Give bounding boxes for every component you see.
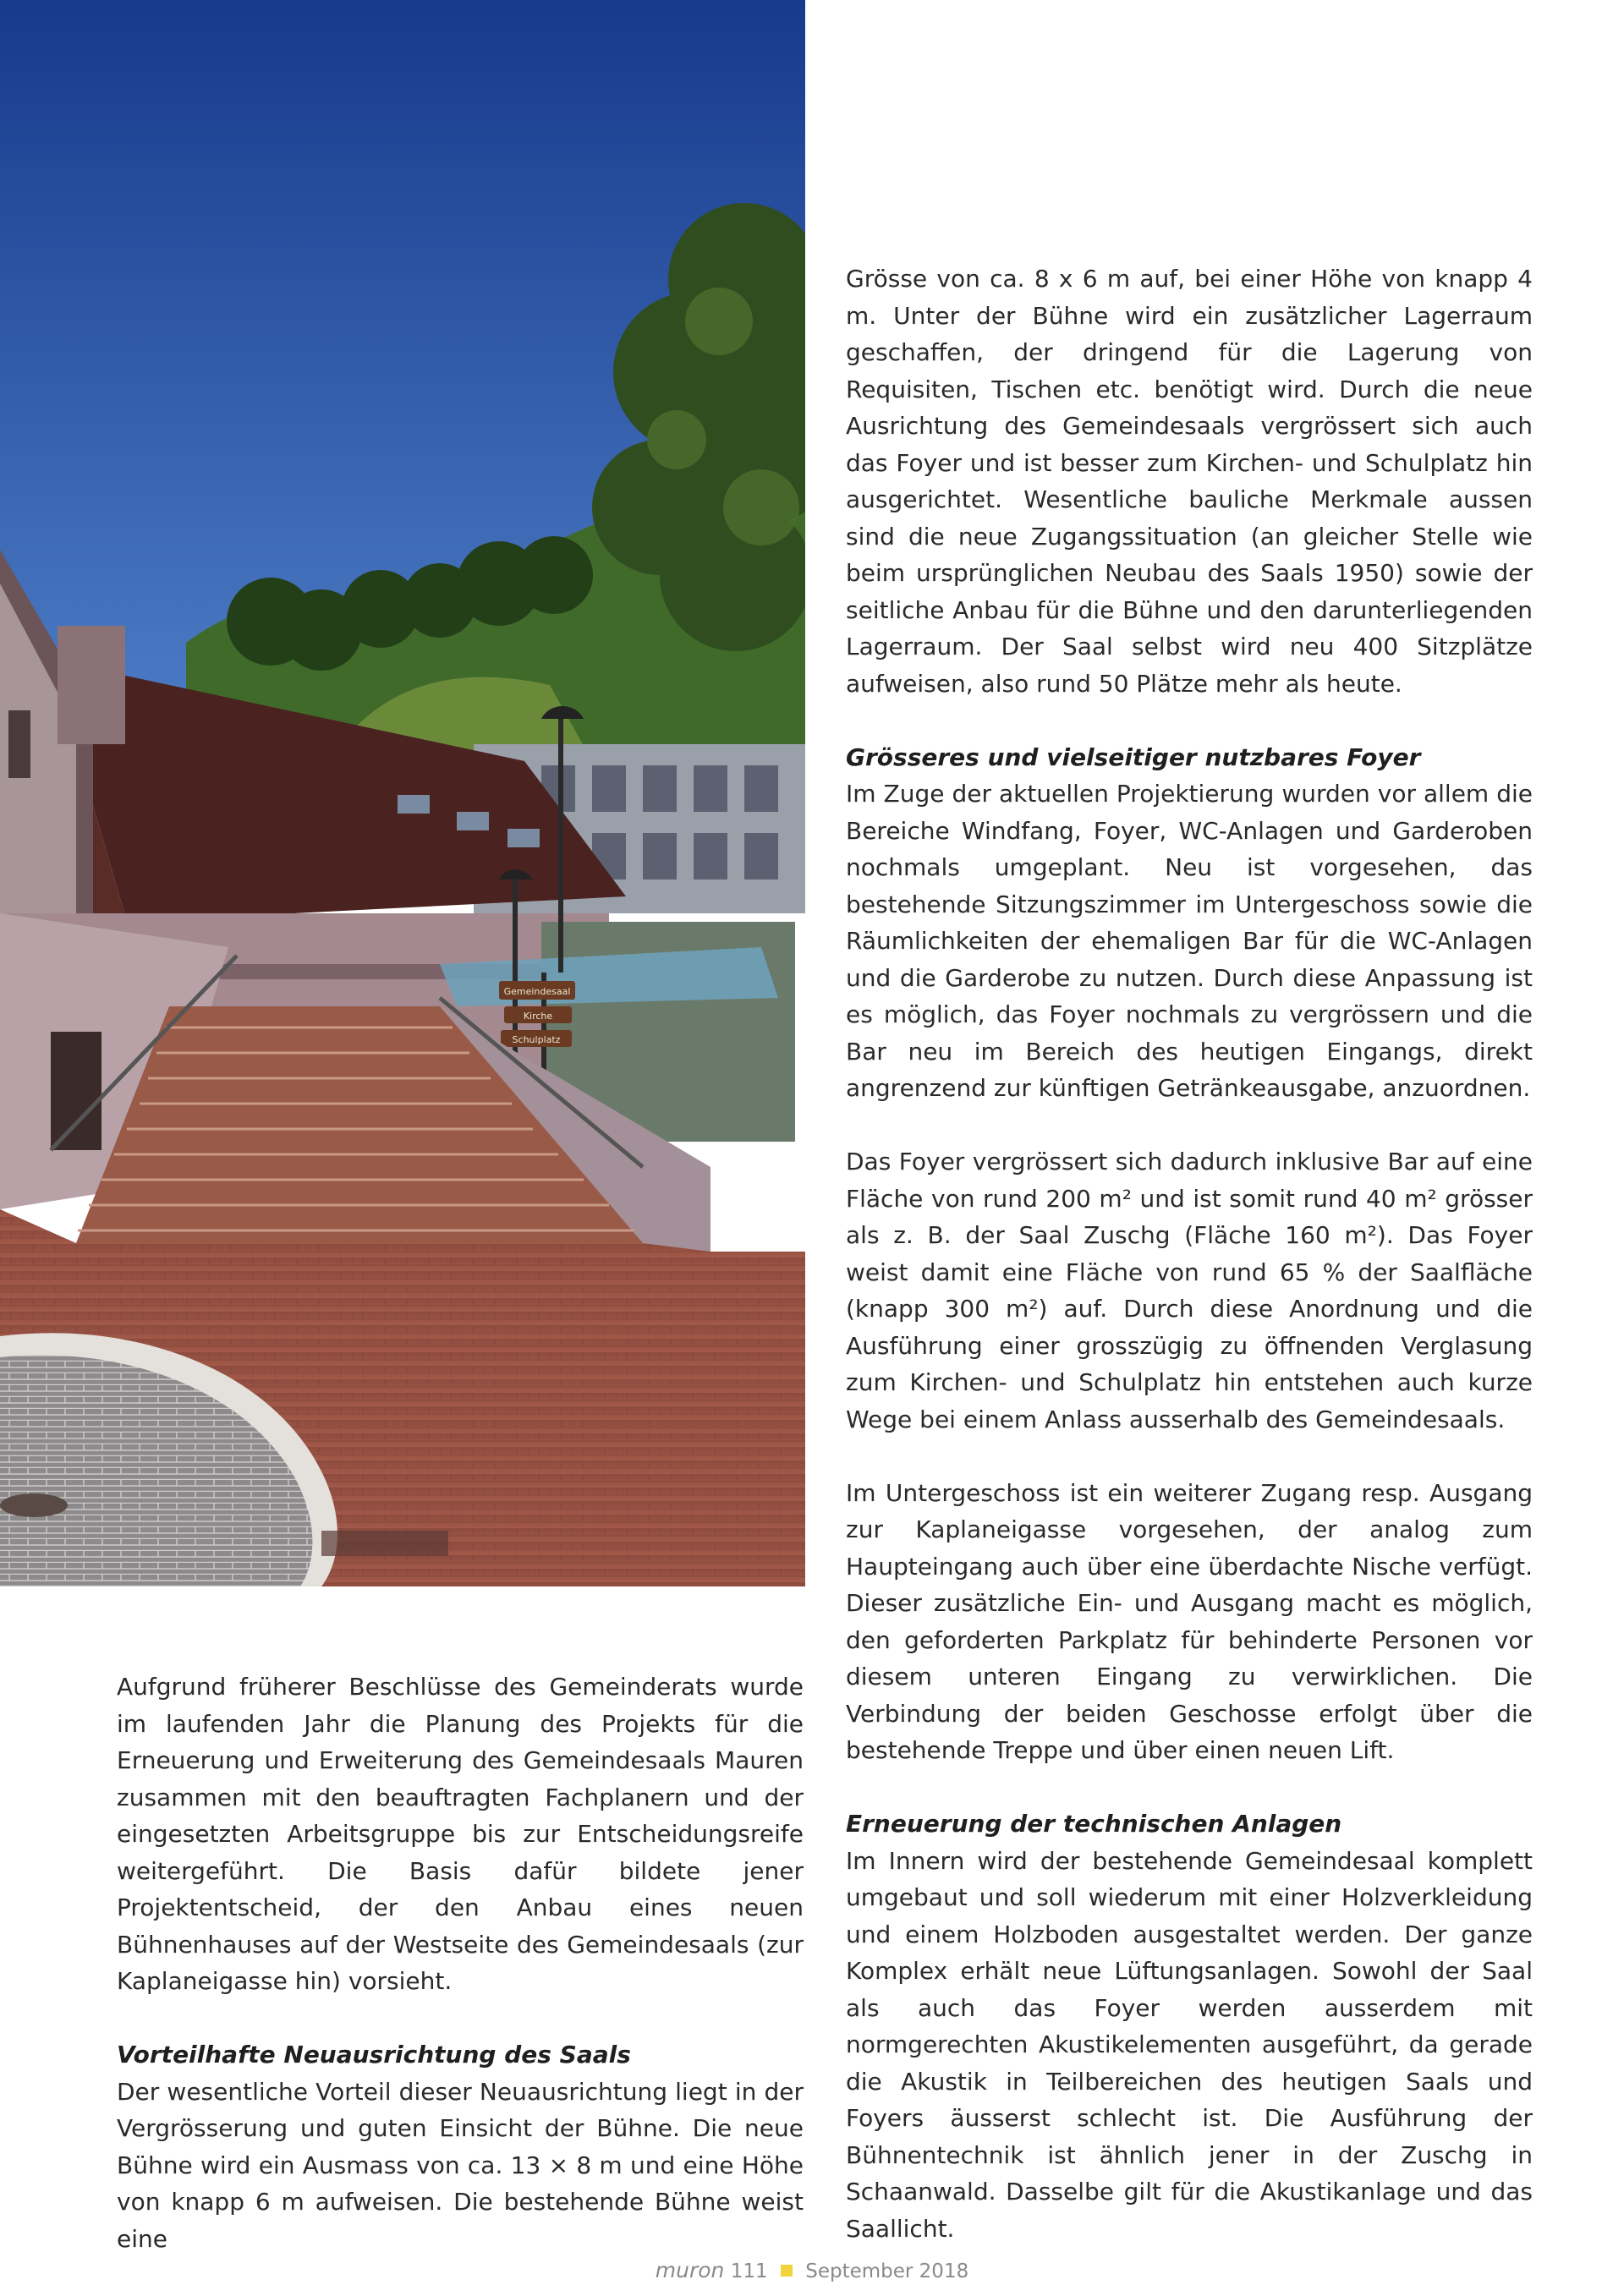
footer-issue: 111 bbox=[730, 2260, 768, 2282]
photo-illustration bbox=[0, 0, 805, 1586]
saal-heading: Vorteilhafte Neuausrichtung des Saals bbox=[117, 2041, 631, 2069]
right-column bbox=[846, 260, 1533, 2247]
footer-marker-icon bbox=[781, 2265, 793, 2277]
sign-line-3: Schulplatz bbox=[512, 1034, 561, 1045]
sign-line-1: Gemeindesaal bbox=[503, 986, 571, 997]
saal-paragraph: Der wesentliche Vorteil dieser Neuausrichtung liegt in der Vergrösserung und guten Einsicht der Bühne. Die neue Bühne wird ein Ausmass von ca. 13 × 8 m und eine Höhe von knapp 6 m aufweisen. Die bestehende Bühne weist eine bbox=[117, 2077, 804, 2253]
left-intro-paragraph: Aufgrund früherer Beschlüsse des Gemeinderats wurde im laufenden Jahr die Planung des Projekts für die Erneuerung und Erweiterung des Gemeindesaals Mauren zusammen mit den beauftragten Fachplanern und der eingesetzten Arbeitsgruppe bis zur Entscheidungsreife weitergeführt. Die Basis dafür bildete jener Projektentscheid, der den Anbau eines neuen Bühnenhauses auf der Westseite des Gemeindesaals (zur Kaplaneigasse hin) vorsieht. bbox=[117, 1673, 804, 1995]
building-photo bbox=[0, 0, 805, 1586]
sign-line-2: Kirche bbox=[523, 1011, 553, 1022]
signpost bbox=[499, 981, 575, 1047]
tech-paragraph: Im Innern wird der bestehende Gemeindesaal komplett umgebaut und soll wiederum mit einer Holzverkleidung und einem Holzboden ausgestaltet werden. Der ganze Komplex erhält neue Lüftungsanlagen. Sowohl der Saal als auch das Foyer werden ausserdem mit normgerechten Akustikelementen ausgeführt, da gerade die Akustik in Teilbereichen des heutigen Saals und Foyers äusserst schlecht ist. Die Ausführung der Bühnentechnik ist ähnlich jener in der Zuschg in Schaanwald. Dasselbe gilt für die Akustikanlage und das Saallicht. bbox=[846, 1846, 1533, 2243]
footer-brand: muron bbox=[655, 2258, 725, 2282]
foyer-heading: Grösseres und vielseitiger nutzbares Foyer bbox=[846, 743, 1421, 771]
left-column bbox=[117, 1669, 804, 2257]
foyer-paragraph-1: Im Zuge der aktuellen Projektierung wurden vor allem die Bereiche Windfang, Foyer, WC-Anlagen und Garderoben nochmals umgeplant. Neu ist vorgesehen, das bestehende Sitzungszimmer im Untergeschoss sowie die Räumlichkeiten der ehemaligen Bar für die WC-Anlagen und die Garderobe zu nutzen. Durch diese Anpassung ist es möglich, das Foyer nochmals zu vergrössern und die Bar neu im Bereich des heutigen Eingangs, direkt angrenzend zur künftigen Getränkeausgabe, anzuordnen. bbox=[846, 780, 1533, 1102]
foyer-paragraph-3: Im Untergeschoss ist ein weiterer Zugang resp. Ausgang zur Kaplaneigasse vorgesehen, der analog zum Haupteingang auch über eine überdachte Nische verfügt. Dieser zusätzliche Ein- und Ausgang macht es möglich, den geforderten Parkplatz für behinderte Personen vor diesem unteren Eingang zu verwirklichen. Die Verbindung der beiden Geschosse erfolgt über die bestehende Treppe und über einen neuen Lift. bbox=[846, 1478, 1533, 1764]
foyer-paragraph-2: Das Foyer vergrössert sich dadurch inklusive Bar auf eine Fläche von rund 200 m² und ist somit rund 40 m² grösser als z. B. der Saal Zuschg (Fläche 160 m²). Das Foyer weist damit eine Fläche von rund 65 % der Saalfläche (knapp 300 m²) auf. Durch diese Anordnung und die Ausführung einer grosszügig zu öffnenden Verglasung zum Kirchen- und Schulplatz hin entstehen auch kurze Wege bei einem Anlass ausserhalb des Gemeindesaals. bbox=[846, 1148, 1533, 1433]
page-footer bbox=[0, 2258, 1624, 2282]
right-intro-paragraph: Grösse von ca. 8 x 6 m auf, bei einer Höhe von knapp 4 m. Unter der Bühne wird ein zusätzlicher Lagerraum geschaffen, der dringend für die Lagerung von Requisiten, Tischen etc. benötigt wird. Durch die neue Ausrichtung des Gemeindesaals vergrössert sich auch das Foyer und ist besser zum Kirchen- und Schulplatz hin ausgerichtet. Wesentliche bauliche Merkmale aussen sind die neue Zugangssituation (an gleicher Stelle wie beim ursprünglichen Neubau des Saals 1950) sowie der seitliche Anbau für die Bühne und den darunterliegenden Lagerraum. Der Saal selbst wird neu 400 Sitzplätze aufweisen, also rund 50 Plätze mehr als heute. bbox=[846, 265, 1533, 698]
footer-date: September 2018 bbox=[805, 2260, 969, 2282]
tech-heading: Erneuerung der technischen Anlagen bbox=[846, 1810, 1342, 1838]
